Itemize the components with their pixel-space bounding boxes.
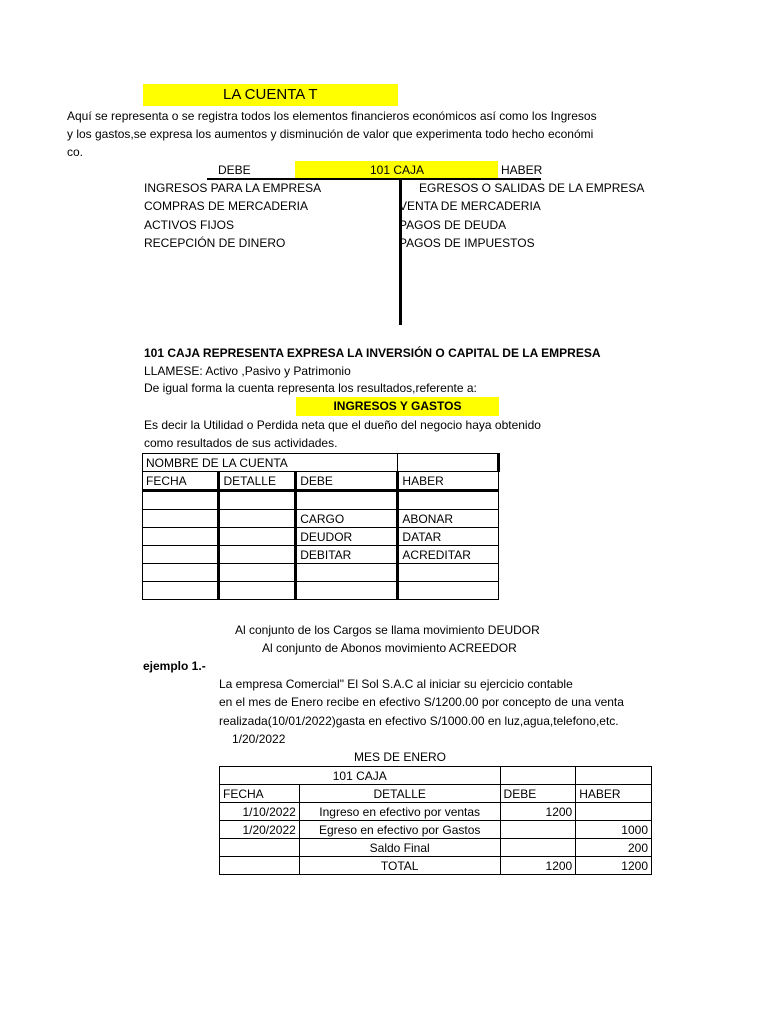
ledger-header-cell: FECHA: [143, 472, 219, 491]
caja-text-line-1: 101 CAJA REPRESENTA EXPRESA LA INVERSIÓN O CAPITAL DE LA EMPRESA: [144, 346, 601, 360]
ledger-cell: [398, 582, 499, 600]
ledger-cell: DEBITAR: [296, 546, 398, 564]
utilidad-line-1: Es decir la Utilidad o Perdida neta que el dueño del negocio haya obtenido: [144, 418, 541, 432]
ledger-cell: [143, 582, 219, 600]
ledger-cell: [219, 546, 296, 564]
example-row: [220, 821, 652, 839]
example-cell: TOTAL: [299, 857, 500, 875]
ejemplo-line-1: La empresa Comercial" El Sol S.A.C al iniciar su ejercicio contable: [219, 677, 573, 691]
t-horizontal-line: [207, 178, 541, 180]
mes-label: MES DE ENERO: [354, 750, 447, 764]
t-debe-header: DEBE: [218, 163, 251, 177]
example-cell: 1000: [576, 821, 652, 839]
example-caja-table: [219, 766, 652, 875]
ledger-cell: CARGO: [296, 510, 398, 528]
intro-line-1: Aquí se representa o se registra todos los elementos financieros económicos así como los Ingresos: [67, 109, 597, 123]
example-cell: 200: [576, 839, 652, 857]
t-left-item: RECEPCIÓN DE DINERO: [144, 236, 286, 250]
ledger-row: [143, 510, 499, 528]
example-cell: [220, 839, 300, 857]
ledger-cell: ABONAR: [398, 510, 499, 528]
t-right-item: PAGOS DE IMPUESTOS: [399, 236, 535, 250]
ledger-row: [143, 528, 499, 546]
ledger-cell: [143, 528, 219, 546]
ejemplo-line-2: en el mes de Enero recibe en efectivo S/1200.00 por concepto de una venta: [219, 695, 624, 709]
ledger-name-value: [398, 454, 499, 472]
ledger-cell: [143, 510, 219, 528]
ledger-cell: [219, 528, 296, 546]
example-cell: Saldo Final: [299, 839, 500, 857]
ledger-name-text: NOMBRE DE LA CUENTA: [146, 455, 288, 470]
ledger-cell: [296, 564, 398, 582]
ledger-cell: [219, 564, 296, 582]
ledger-header-cell: DETALLE: [219, 472, 296, 491]
example-cell: Ingreso en efectivo por ventas: [299, 803, 500, 821]
movimiento-acreedor: Al conjunto de Abonos movimiento ACREEDOR: [262, 641, 517, 655]
t-right-item: VENTA DE MERCADERIA: [399, 199, 541, 213]
page-title: LA CUENTA T: [223, 86, 318, 103]
t-account-name: 101 CAJA: [370, 163, 425, 177]
example-cell: [576, 803, 652, 821]
ingresos-gastos-banner: [296, 397, 499, 416]
example-cell: [576, 767, 652, 785]
example-header-cell: FECHA: [220, 785, 300, 803]
example-header-row: [220, 785, 652, 803]
example-cell: 1200: [500, 857, 576, 875]
ejemplo-date: 1/20/2022: [232, 732, 286, 746]
ejemplo-line-3: realizada(10/01/2022)gasta en efectivo S/1000.00 en luz,agua,telefono,etc.: [219, 714, 619, 728]
example-account-name: 101 CAJA: [220, 767, 501, 785]
example-cell: 1200: [576, 857, 652, 875]
ledger-row: [143, 491, 499, 510]
ledger-cell: [398, 491, 499, 510]
example-cell: 1200: [500, 803, 576, 821]
t-right-item: PAGOS DE DEUDA: [399, 218, 507, 232]
ledger-cell: [296, 582, 398, 600]
t-left-item: COMPRAS DE MERCADERIA: [144, 199, 309, 213]
ledger-cell: [143, 491, 219, 510]
t-right-item: EGRESOS O SALIDAS DE LA EMPRESA: [419, 181, 645, 195]
ledger-cell: ACREDITAR: [398, 546, 499, 564]
ejemplo-label: ejemplo 1.-: [143, 659, 206, 673]
ingresos-gastos-label: INGRESOS Y GASTOS: [333, 399, 462, 413]
example-row: [220, 857, 652, 875]
example-row: [220, 839, 652, 857]
ledger-name-row: [143, 454, 499, 472]
intro-line-3: co.: [67, 145, 84, 159]
ledger-header-row: [143, 472, 499, 491]
example-cell: 1/20/2022: [220, 821, 300, 839]
ledger-name-label: [143, 454, 398, 472]
example-row: [220, 803, 652, 821]
ledger-cell: [143, 564, 219, 582]
t-left-item: INGRESOS PARA LA EMPRESA: [144, 181, 322, 195]
t-haber-header: HABER: [501, 163, 543, 177]
ledger-header-cell: DEBE: [296, 472, 398, 491]
t-left-item: ACTIVOS FIJOS: [144, 218, 235, 232]
example-cell: [220, 857, 300, 875]
ledger-template-table: [142, 453, 500, 600]
ledger-cell: [219, 582, 296, 600]
example-account-row: [220, 767, 652, 785]
ledger-cell: [398, 564, 499, 582]
example-cell: [500, 839, 576, 857]
movimiento-deudor: Al conjunto de los Cargos se llama movimiento DEUDOR: [235, 623, 540, 637]
intro-line-2: y los gastos,se expresa los aumentos y disminución de valor que experimenta todo hecho económi: [67, 127, 594, 141]
caja-text-line-2: LLAMESE: Activo ,Pasivo y Patrimonio: [144, 364, 351, 378]
example-header-cell: DEBE: [500, 785, 576, 803]
ledger-row: [143, 564, 499, 582]
ledger-cell: DATAR: [398, 528, 499, 546]
ledger-header-cell: HABER: [398, 472, 499, 491]
ledger-cell: [143, 546, 219, 564]
ledger-row: [143, 546, 499, 564]
utilidad-line-2: como resultados de sus actividades.: [144, 436, 338, 450]
ledger-cell: [219, 491, 296, 510]
title-banner: [143, 84, 398, 106]
example-cell: [500, 767, 576, 785]
caja-text-line-3: De igual forma la cuenta representa los resultados,referente a:: [144, 381, 477, 395]
ledger-cell: [219, 510, 296, 528]
ledger-row: [143, 582, 499, 600]
ledger-cell: DEUDOR: [296, 528, 398, 546]
example-header-cell: DETALLE: [299, 785, 500, 803]
example-cell: 1/10/2022: [220, 803, 300, 821]
example-header-cell: HABER: [576, 785, 652, 803]
example-cell: Egreso en efectivo por Gastos: [299, 821, 500, 839]
example-cell: [500, 821, 576, 839]
ledger-cell: [296, 491, 398, 510]
